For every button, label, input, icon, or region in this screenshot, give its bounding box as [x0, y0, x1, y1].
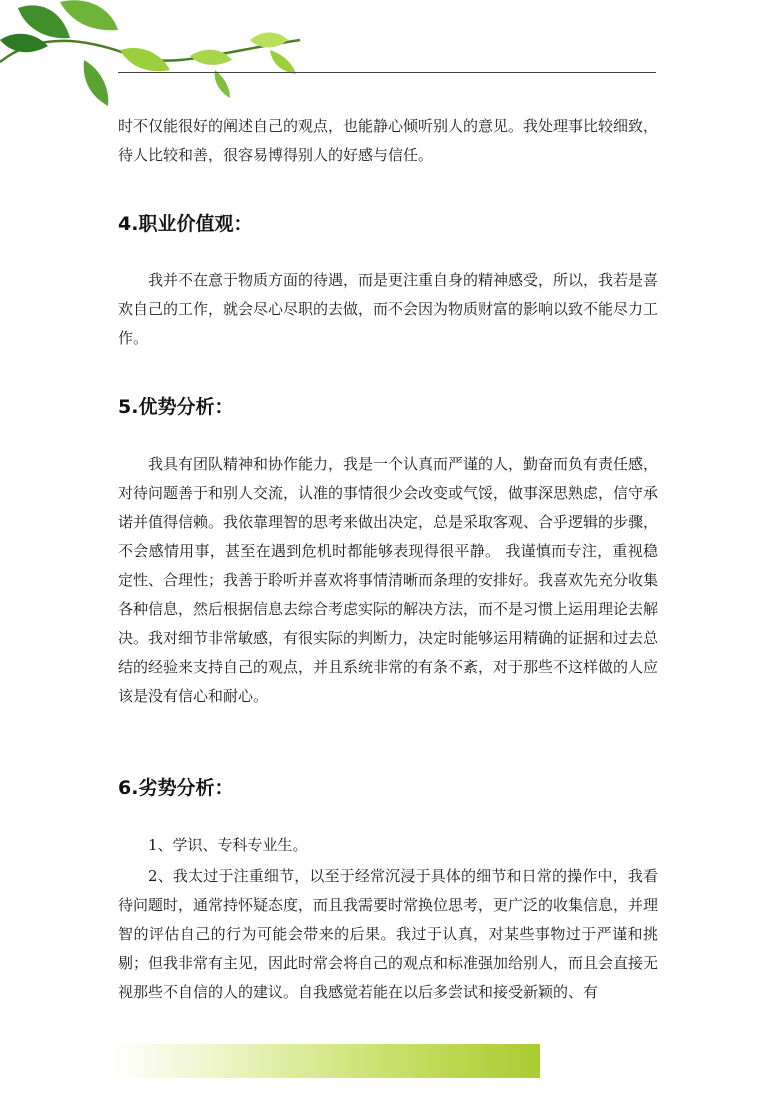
strengths-paragraph: 我具有团队精神和协作能力，我是一个认真而严谨的人，勤奋而负有责任感，对待问题善于和别人交流，认准的事情很少会改变或气馁，做事深思熟虑，信守承诺并值得信赖。我依靠理智的思考来做出决定，总是采取客观、合乎逻辑的步骤，不会感情用事，甚至在遇到危机时都能够表现得很平静。 我谨慎而专注，重视稳定性、合理性；我善于聆听并喜欢将事情清晰而条理的安排好。我喜欢先充分收集各种信息，然后根据信息去综合考虑实际的解决方法，而不是习惯上运用理论去解决。我对细节非常敏感，有很实际的判断力，决定时能够运用精确的证据和过去总结的经验来支持自己的观点，并且系统非常的有条不紊，对于那些不这样做的人应该是没有信心和耐心。: [118, 455, 659, 705]
strengths-heading: 5.优势分析：: [118, 396, 234, 418]
weakness-item-1: 1、学识、专科专业生。: [148, 836, 308, 854]
values-heading: 4.职业价值观：: [118, 213, 253, 235]
header-rule: [118, 72, 656, 73]
weakness-item-2: 2、我太过于注重细节，以至于经常沉浸于具体的细节和日常的操作中，我看待问题时，通常持怀疑态度，而且我需要时常换位思考，更广泛的收集信息，并理智的评估自己的行为可能会带来的后果。我过于认真，对某些事物过于严谨和挑剔；但我非常有主见，因此时常会将自己的观点和标准强加给别人，而且会直接无视那些不自信的人的建议。自我感觉若能在以后多尝试和接受新颖的、有: [118, 867, 659, 1001]
values-paragraph: 我并不在意于物质方面的待遇，而是更注重自身的精神感受，所以，我若是喜欢自己的工作，就会尽心尽职的去做，而不会因为物质财富的影响以致不能尽力工作。: [118, 271, 659, 347]
leaf-vine-decoration: [0, 0, 320, 110]
footer-gradient-bar: [110, 1044, 540, 1078]
document-body: [118, 112, 658, 1007]
weaknesses-heading: 6.劣势分析：: [118, 777, 234, 799]
intro-tail-paragraph: 时不仅能很好的阐述自己的观点，也能静心倾听别人的意见。我处理事比较细致，待人比较和善，很容易博得别人的好感与信任。: [118, 117, 659, 164]
